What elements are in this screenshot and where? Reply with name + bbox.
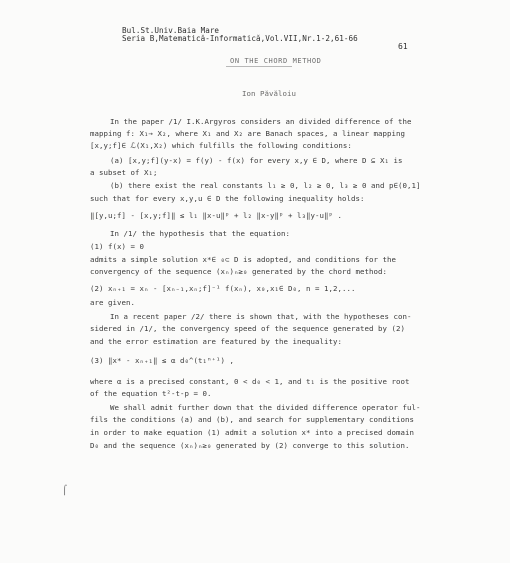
title-underline (226, 66, 292, 67)
body-line-17: and the error estimation are featured by the inequality: (90, 337, 342, 346)
body-line-12: convergency of the sequence (xₙ)ₙ≥₀ generated by the chord method: (90, 267, 387, 276)
equation-2: (2) xₙ₊₁ = xₙ - [xₙ₋₁,xₙ;f]⁻¹ f(xₙ), x₀,x₁∈ D₀, n = 1,2,... (90, 284, 356, 293)
equation-1: (1) f(x) = 0 (90, 242, 144, 251)
condition-b: (b) there exist the real constants l₁ ≥ 0, l₂ ≥ 0, l₃ ≥ 0 and p∈(0,1] (110, 181, 421, 190)
body-line-1: In the paper /1/ I.K.Argyros considers an divided difference of the (110, 117, 412, 126)
journal-name: Bul.St.Univ.Baia Mare (122, 26, 220, 35)
body-line-14: are given. (90, 298, 135, 307)
body-line-20: of the equation t²-t-p = 0. (90, 389, 212, 398)
body-line-23: in order to make equation (1) admit a solution x* into a precised domain (90, 428, 414, 437)
paper-author: Ion Păvăloiu (242, 89, 296, 98)
margin-mark: ⌠ (62, 486, 68, 496)
body-line-22: fils the conditions (a) and (b), and search for supplementary conditions (90, 415, 414, 424)
page-number: 61 (398, 42, 408, 51)
body-line-2: mapping f: X₁→ X₂, where X₁ and X₂ are Banach spaces, a linear mapping (90, 129, 405, 138)
body-line-19: where α is a precised constant, 0 < d₀ < 1, and t₁ is the positive root (90, 377, 410, 386)
body-line-16: sidered in /1/, the convergency speed of the sequence generated by (2) (90, 324, 405, 333)
journal-series: Seria B,Matematică-Informatică,Vol.VII,Nr.1-2,61-66 (122, 34, 358, 43)
inequality-formula: ‖[y,u;f] - [x,y;f]‖ ≤ l₁ ‖x-u‖ᵖ + l₂ ‖x-y‖ᵖ + l₃‖y-u‖ᵖ . (90, 211, 342, 220)
body-line-24: D₀ and the sequence (xₙ)ₙ≥₀ generated by (2) converge to this solution. (90, 441, 410, 450)
body-line-21: We shall admit further down that the divided difference operator ful- (110, 403, 421, 412)
body-line-11: admits a simple solution x*∈ ₀⊂ D is adopted, and conditions for the (90, 255, 396, 264)
condition-a: (a) [x,y;f](y-x) = f(y) - f(x) for every x,y ∈ D, where D ⊆ X₁ is (110, 156, 403, 165)
paper-title: ON THE CHORD METHOD (230, 57, 322, 65)
body-line-5: a subset of X₁; (90, 168, 158, 177)
body-line-15: In a recent paper /2/ there is shown that, with the hypotheses con- (110, 312, 412, 321)
body-line-3: [x,y;f]∈ ℒ(X₁,X₂) which fulfills the following conditions: (90, 141, 352, 150)
body-line-9: In /1/ the hypothesis that the equation: (110, 229, 290, 238)
body-line-7: such that for every x,y,u ∈ D the following inequality holds: (90, 194, 365, 203)
equation-3: (3) ‖x* - xₙ₊₁‖ ≤ α d₀^(t₁ⁿ⁺¹) , (90, 356, 234, 365)
